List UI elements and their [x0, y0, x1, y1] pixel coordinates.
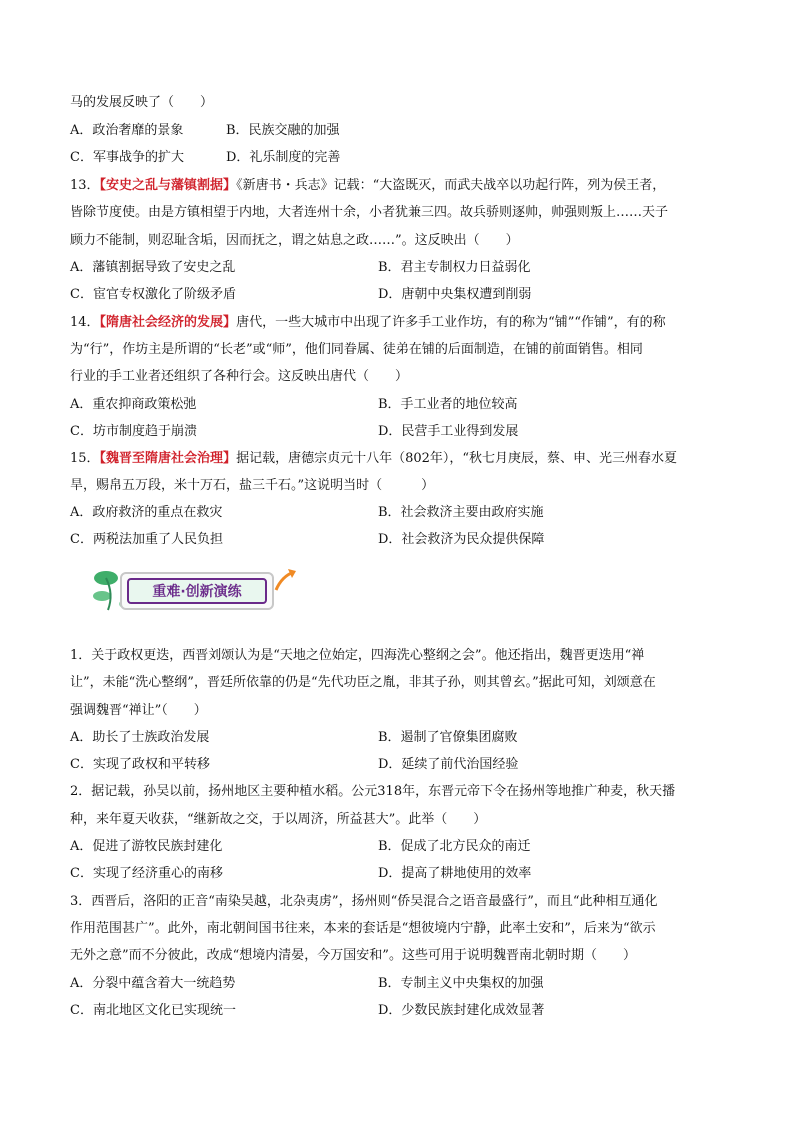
- p3-option-d: D．少数民族封建化成效显著: [378, 1003, 545, 1018]
- p3-line-2: 作用范围甚广”。此外，南北朝间国书往来，本来的套话是“想彼境内宁静，此率土安和”，后来为“欲示: [70, 921, 656, 936]
- p3-line-3: 无外之意”而不分彼此，改成“想境内清晏，今万国安和”。这些可用于说明魏晋南北朝时期（ ）: [70, 948, 636, 963]
- arrow-decoration-icon: [272, 566, 300, 594]
- q13-tag: 【安史之乱与藩镇割据】: [99, 178, 237, 193]
- p3-option-a: A．分裂中蕴含着大一统趋势: [70, 976, 236, 991]
- q13-option-a: A．藩镇割据导致了安史之乱: [70, 260, 236, 275]
- q12-option-a: A．政治奢靡的景象: [70, 123, 184, 138]
- q15-option-a: A．政府救济的重点在救灾: [70, 505, 223, 520]
- q12-option-b: B．民族交融的加强: [226, 123, 340, 138]
- q14-option-d: D．民营手工业得到发展: [378, 424, 519, 439]
- q13-line-3: 顾力不能制，则忍耻含垢，因而抚之，谓之姑息之政……”。这反映出（ ）: [70, 233, 519, 248]
- p2-line-1: 2．据记载，孙吴以前，扬州地区主要种植水稻。公元318年，东晋元帝下令在扬州等地推广种麦，秋天播: [70, 784, 676, 799]
- q12-option-c: C．军事战争的扩大: [70, 150, 184, 165]
- p1-option-c: C．实现了政权和平转移: [70, 757, 210, 772]
- q15-line-1: [70, 450, 677, 468]
- q14-tag: 【隋唐社会经济的发展】: [99, 315, 237, 330]
- p2-option-a: A．促进了游牧民族封建化: [70, 839, 223, 854]
- section-banner: [92, 566, 302, 612]
- q13-line-2: 皆除节度使。由是方镇相望于内地，大者连州十余，小者犹兼三四。故兵骄则逐帅，帅强则叛上……天子: [70, 205, 669, 220]
- q13-line-1: [70, 177, 665, 195]
- q15-option-b: B．社会救济主要由政府实施: [378, 505, 544, 520]
- q15-number: 15．: [70, 451, 100, 466]
- q13-number: 13．: [70, 178, 100, 193]
- q13-text-1: 《新唐书・兵志》记载：“大盗既灭，而武夫战卒以功起行阵，列为侯王者，: [236, 178, 666, 193]
- p1-option-a: A．助长了士族政治发展: [70, 730, 210, 745]
- section-title-frame: [120, 572, 274, 610]
- p3-option-b: B．专制主义中央集权的加强: [378, 976, 544, 991]
- q15-text-1: 据记载，唐德宗贞元十八年（802年），“秋七月庚辰，蔡、申、光三州春水夏: [236, 451, 678, 466]
- q14-option-b: B．手工业者的地位较高: [378, 397, 518, 412]
- p3-line-1: 3．西晋后，洛阳的正音“南染吴越，北杂夷虏”，扬州则“侨吴混合之语音最盛行”，而且“此种相互通化: [70, 894, 658, 909]
- p2-line-2: 种，来年夏天收获，“继新故之交，于以周济，所益甚大”。此举（ ）: [70, 812, 487, 827]
- q14-line-3: 行业的手工业者还组织了各种行会。这反映出唐代（ ）: [70, 369, 409, 384]
- q12-option-d: D．礼乐制度的完善: [226, 150, 341, 165]
- p2-option-d: D．提高了耕地使用的效率: [378, 866, 532, 881]
- q14-option-c: C．坊市制度趋于崩溃: [70, 424, 197, 439]
- q15-tag: 【魏晋至隋唐社会治理】: [99, 451, 237, 466]
- q14-number: 14．: [70, 315, 100, 330]
- p1-line-3: 强调魏晋“禅让”（ ）: [70, 703, 207, 718]
- p3-option-c: C．南北地区文化已实现统一: [70, 1003, 236, 1018]
- p1-line-2: 让”，未能“洗心整纲”，晋廷所依靠的仍是“先代功臣之胤，非其子孙，则其曾玄。”据此可知，刘颂意在: [70, 675, 656, 690]
- q13-option-d: D．唐朝中央集权遭到削弱: [378, 287, 532, 302]
- q14-line-1: [70, 314, 666, 332]
- section-title: 重难·创新演练: [152, 584, 242, 600]
- p2-option-b: B．促成了北方民众的南迁: [378, 839, 531, 854]
- q14-option-a: A．重农抑商政策松弛: [70, 397, 197, 412]
- q13-option-c: C．宦官专权激化了阶级矛盾: [70, 287, 236, 302]
- q15-option-c: C．两税法加重了人民负担: [70, 532, 223, 547]
- q15-option-d: D．社会救济为民众提供保障: [378, 532, 545, 547]
- q12-stem: 马的发展反映了（ ）: [70, 95, 214, 110]
- q15-line-2: 旱，赐帛五万段，米十万石，盐三千石。”这说明当时（ ）: [70, 478, 435, 493]
- p1-option-b: B．遏制了官僚集团腐败: [378, 730, 518, 745]
- p1-option-d: D．延续了前代治国经验: [378, 757, 519, 772]
- q14-text-1: 唐代，一些大城市中出现了许多手工业作坊，有的称为“铺”“作铺”，有的称: [236, 315, 666, 330]
- p1-line-1: 1．关于政权更迭，西晋刘颂认为是“天地之位始定，四海洗心整纲之会”。他还指出，魏晋更迭用“禅: [70, 648, 645, 663]
- q13-option-b: B．君主专制权力日益弱化: [378, 260, 531, 275]
- q14-line-2: 为“行”，作坊主是所谓的“长老”或“师”，他们同眷属、徒弟在铺的后面制造，在铺的前面销售。相同: [70, 342, 643, 357]
- p2-option-c: C．实现了经济重心的南移: [70, 866, 223, 881]
